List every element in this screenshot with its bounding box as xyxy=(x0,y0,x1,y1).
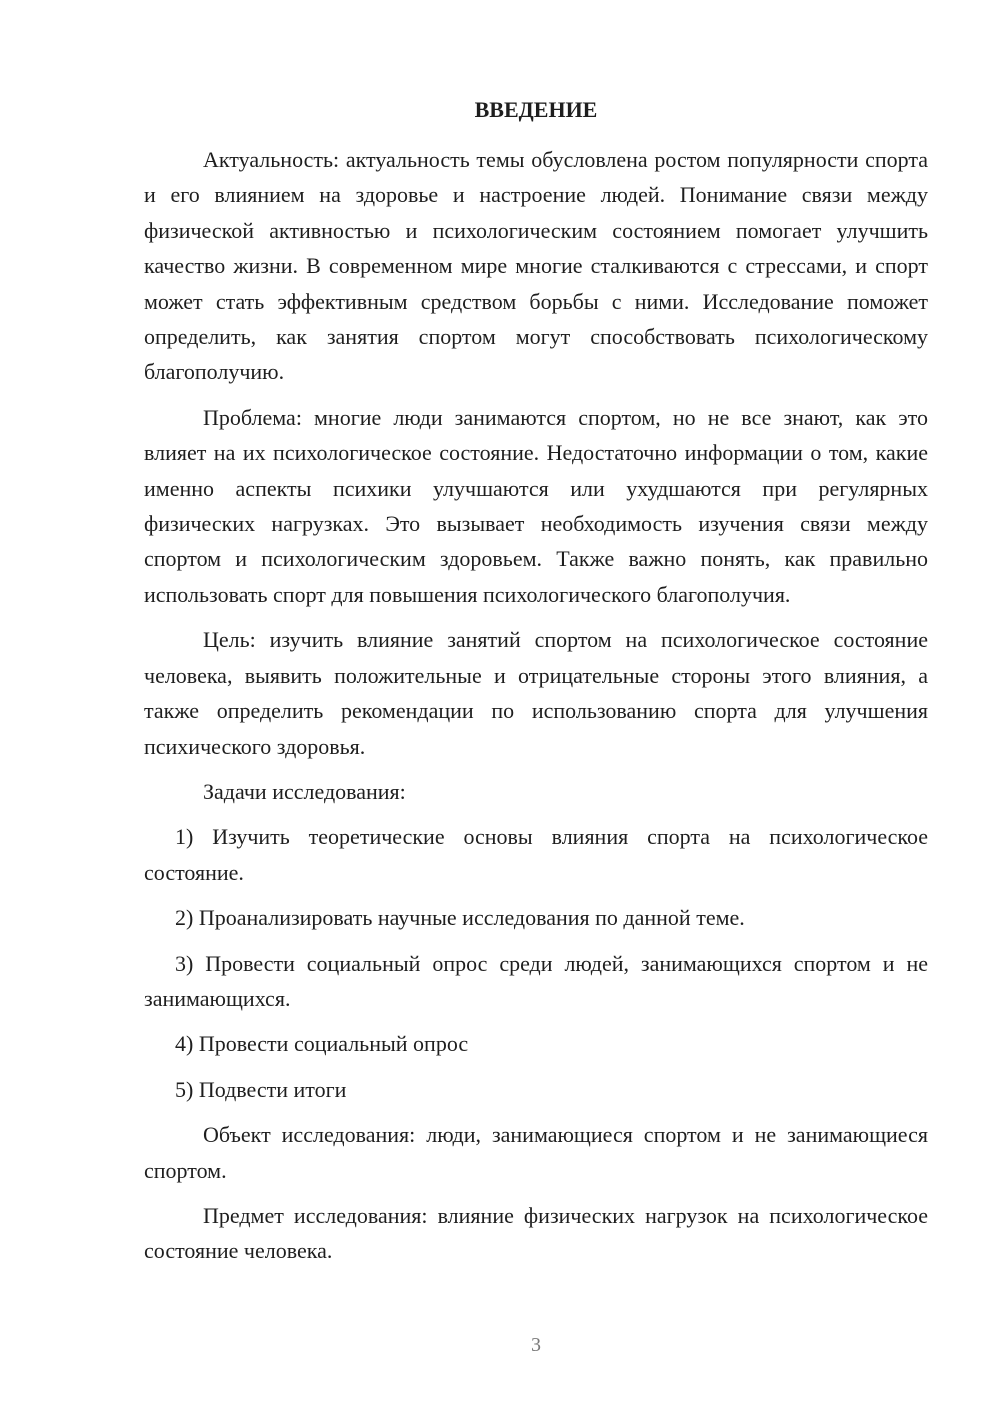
paragraph-relevance: Актуальность: актуальность темы обусловлена ростом популярности спорта и его влиянием на здоровье и настроение людей. Понимание связи между физической активностью и психологическим состоянием помогает улучшить качество жизни. В современном мире многие сталкиваются с стрессами, и спорт может стать эффективным средством борьбы с ними. Исследование поможет определить, как занятия спортом могут способствовать психологическому благополучию. xyxy=(144,147,928,385)
paragraph-problem: Проблема: многие люди занимаются спортом, но не все знают, как это влияет на их психологическое состояние. Недостаточно информации о том, какие именно аспекты психики улучшаются или ухудшаются при регулярных физических нагрузках. Это вызывает необходимость изучения связи между спортом и психологическим здоровьем. Также важно понять, как правильно использовать спорт для повышения психологического благополучия. xyxy=(144,404,928,607)
task-item-2: 2) Проанализировать научные исследования по данной теме. xyxy=(175,905,745,931)
tasks-heading: Задачи исследования: xyxy=(203,778,406,804)
task-item-4: 4) Провести социальный опрос xyxy=(175,1031,469,1057)
page-number: 3 xyxy=(531,1334,541,1356)
paragraph-subject: Предмет исследования: влияние физических нагрузок на психологическое состояние человека. xyxy=(144,1202,928,1264)
document-body xyxy=(144,142,928,1279)
task-item-3: 3) Провести социальный опрос среди людей, занимающихся спортом и не занимающихся. xyxy=(144,950,928,1011)
paragraph-object: Объект исследования: люди, занимающиеся спортом и не занимающиеся спортом. xyxy=(144,1122,928,1183)
page-title: ВВЕДЕНИЕ xyxy=(474,97,598,122)
task-item-5: 5) Подвести итоги xyxy=(175,1076,347,1102)
paragraph-goal: Цель: изучить влияние занятий спортом на психологическое состояние человека, выявить положительные и отрицательные стороны этого влияния, а также определить рекомендации по использованию спорта для улучшения психического здоровья. xyxy=(144,627,928,759)
task-item-1: 1) Изучить теоретические основы влияния спорта на психологическое состояние. xyxy=(144,824,928,885)
